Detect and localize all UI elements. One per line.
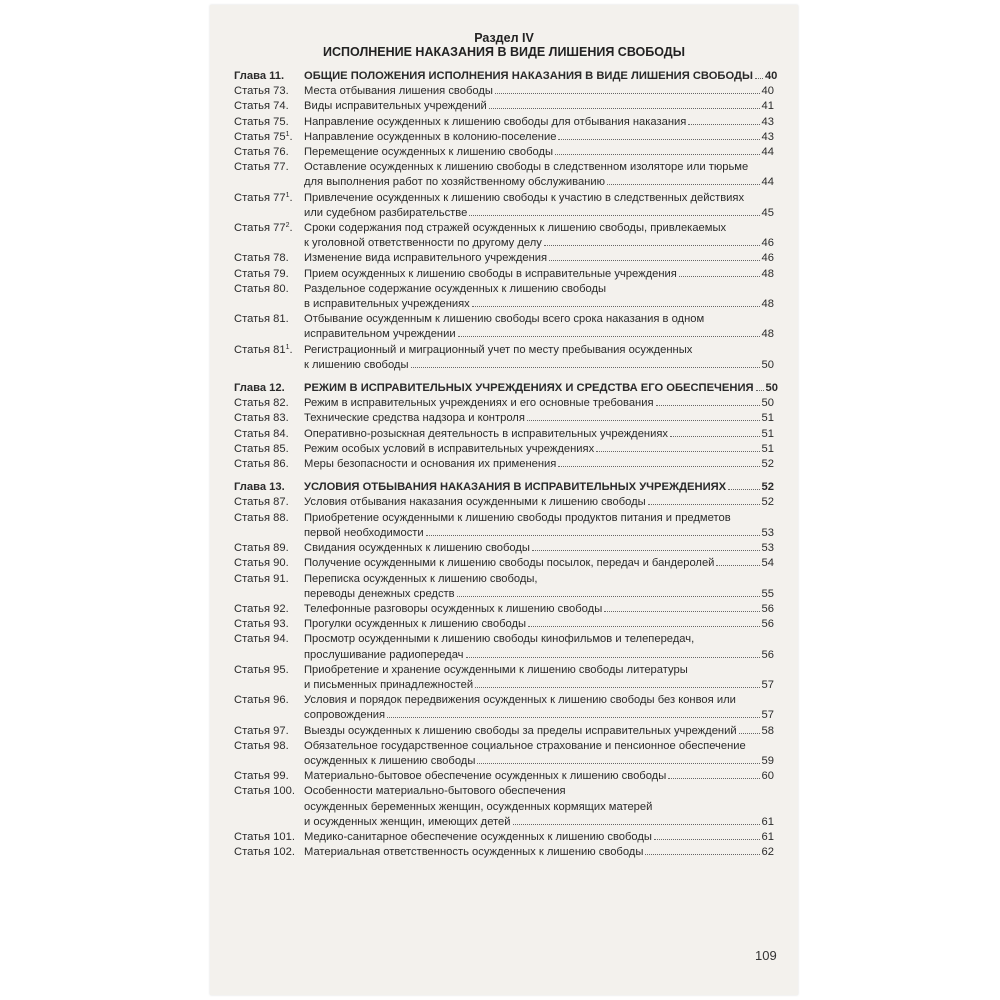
toc-article [234, 427, 774, 442]
toc-article [234, 617, 774, 632]
entry-page-number: 55 [761, 587, 774, 600]
toc-article [234, 602, 774, 617]
entry-page-number: 40 [761, 85, 774, 98]
entry-title-line: Направление осужденных в колонию-поселение [304, 130, 557, 143]
entry-title-line: Регистрационный и миграционный учет по месту пребывания осужденных [304, 343, 693, 356]
entry-title-line: Условия и порядок передвижения осужденных к лишению свободы без конвоя или [304, 694, 736, 707]
entry-title-line: сопровождения [304, 709, 386, 722]
dot-leader [648, 504, 760, 505]
dot-leader [527, 420, 760, 421]
entry-label: Статья 76. [234, 146, 289, 159]
entry-label: Статья 101. [234, 830, 295, 843]
dot-leader [645, 854, 759, 855]
dot-leader [596, 451, 759, 452]
dot-leader [604, 611, 759, 612]
entry-title-line: к лишению свободы [304, 358, 409, 371]
toc-article [234, 739, 774, 769]
toc-article [234, 511, 774, 541]
entry-title-line: Направление осужденных к лишению свободы для отбывания наказания [304, 115, 687, 128]
entry-page-number: 43 [761, 130, 774, 143]
toc-article [234, 130, 774, 145]
toc-article [234, 632, 774, 662]
dot-leader [654, 839, 760, 840]
dot-leader [756, 390, 764, 391]
dot-leader [716, 565, 759, 566]
dot-leader [558, 139, 759, 140]
section-title: ИСПОЛНЕНИЕ НАКАЗАНИЯ В ВИДЕ ЛИШЕНИЯ СВОБОДЫ [323, 45, 685, 59]
entry-label: Статья 85. [234, 442, 289, 455]
toc-article [234, 221, 774, 251]
dot-leader [466, 657, 760, 658]
section-heading [234, 31, 774, 59]
toc-article [234, 830, 774, 845]
toc-article [234, 115, 774, 130]
entry-title-line: и осужденных женщин, имеющих детей [304, 815, 511, 828]
entry-label: Статья 97. [234, 724, 289, 737]
entry-title-line: Особенности материально-бытового обеспечения [304, 785, 566, 798]
entry-page-number: 51 [761, 412, 774, 425]
entry-page-number: 53 [761, 542, 774, 555]
dot-leader [472, 306, 760, 307]
toc-article [234, 724, 774, 739]
entry-title-line: Отбывание осужденным к лишению свободы всего срока наказания в одном [304, 313, 705, 326]
entry-label: Глава 12. [234, 382, 285, 395]
toc-article [234, 663, 774, 693]
dot-leader [458, 336, 760, 337]
entry-title-line: Оперативно-розыскная деятельность в исправительных учреждениях [304, 427, 669, 440]
entry-page-number: 60 [761, 770, 774, 783]
entry-page-number: 58 [761, 724, 774, 737]
entry-page-number: 46 [761, 252, 774, 265]
entry-page-number: 57 [761, 709, 774, 722]
toc-article [234, 191, 774, 221]
entry-title-line: Изменение вида исправительного учреждения [304, 252, 548, 265]
entry-page-number: 53 [761, 526, 774, 539]
entry-label: Статья 74. [234, 100, 289, 113]
toc-article [234, 343, 774, 373]
entry-label-superscript: 1 [285, 191, 290, 199]
toc-article [234, 556, 774, 571]
entry-label: Статья 83. [234, 412, 289, 425]
dot-leader [387, 717, 759, 718]
toc-article [234, 267, 774, 282]
entry-label: Статья 82. [234, 397, 289, 410]
entry-title-line: первой необходимости [304, 526, 424, 539]
entry-title-line: Свидания осужденных к лишению свободы [304, 542, 530, 555]
entry-label: Статья 99. [234, 770, 289, 783]
entry-label: Статья 96. [234, 694, 289, 707]
dot-leader [668, 778, 759, 779]
entry-title-line: Переписка осужденных к лишению свободы, [304, 572, 538, 585]
entry-title-line: Телефонные разговоры осужденных к лишению свободы [304, 602, 603, 615]
entry-page-number: 56 [761, 602, 774, 615]
entry-page-number: 48 [761, 328, 774, 341]
entry-title-line: к уголовной ответственности по другому делу [304, 237, 542, 250]
dot-leader [558, 466, 759, 467]
entry-label: Статья 81. [234, 313, 289, 326]
entry-title-line: Материально-бытовое обеспечение осужденных к лишению свободы [304, 770, 667, 783]
entry-title-line: РЕЖИМ В ИСПРАВИТЕЛЬНЫХ УЧРЕЖДЕНИЯХ И СРЕДСТВА ЕГО ОБЕСПЕЧЕНИЯ [304, 382, 754, 395]
toc-article [234, 784, 774, 830]
entry-page-number: 59 [761, 754, 774, 767]
toc-article [234, 84, 774, 99]
dot-leader [469, 215, 759, 216]
toc-article [234, 145, 774, 160]
entry-label: Статья 73. [234, 85, 289, 98]
entry-page-number: 44 [761, 146, 774, 159]
entry-page-number: 46 [761, 237, 774, 250]
entry-title-line: Выезды осужденных к лишению свободы за пределы исправительных учреждений [304, 724, 737, 737]
entry-label: Статья 75. [234, 115, 289, 128]
entry-label: Статья 102. [234, 846, 295, 859]
entry-title-line: Прогулки осужденных к лишению свободы [304, 618, 527, 631]
dot-leader [555, 154, 760, 155]
dot-leader [607, 184, 760, 185]
entry-title-line: прослушивание радиопередач [304, 648, 464, 661]
dot-leader [755, 78, 763, 79]
entry-label: Глава 11. [234, 70, 285, 82]
entry-page-number: 44 [761, 176, 774, 189]
entry-page-number: 62 [761, 846, 774, 859]
entry-page-number: 50 [765, 382, 778, 395]
entry-title-line: Раздельное содержание осужденных к лишению свободы [304, 282, 607, 295]
dot-leader [670, 436, 760, 437]
entry-title-line: Привлечение осужденных к лишению свободы к участию в следственных действиях [304, 191, 745, 204]
entry-page-number: 61 [761, 830, 774, 843]
entry-label: Статья 90. [234, 557, 289, 570]
toc-article [234, 769, 774, 784]
entry-page-number: 51 [761, 442, 774, 455]
dot-leader [532, 550, 760, 551]
entry-page-number: 52 [761, 458, 774, 471]
entry-label: Статья 88. [234, 511, 289, 524]
entry-title-line: Оставление осужденных к лишению свободы в следственном изоляторе или тюрьме [304, 161, 749, 174]
entry-title-line: УСЛОВИЯ ОТБЫВАНИЯ НАКАЗАНИЯ В ИСПРАВИТЕЛЬНЫХ УЧРЕЖДЕНИЯХ [304, 481, 727, 494]
entry-title-line: Приобретение и хранение осужденными к лишению свободы литературы [304, 663, 688, 676]
entry-label: Статья 78. [234, 252, 289, 265]
dot-leader [489, 108, 760, 109]
entry-label: Статья 80. [234, 282, 289, 295]
entry-label: Статья 77. [234, 161, 289, 174]
toc-content [234, 31, 778, 860]
toc-article [234, 845, 774, 860]
toc-article [234, 312, 774, 342]
entry-title-line: Получение осужденными к лишению свободы посылок, передач и бандеролей [304, 557, 715, 570]
entry-title-line: Приобретение осужденными к лишению свободы продуктов питания и предметов [304, 511, 731, 524]
entry-page-number: 57 [761, 678, 774, 691]
entry-title-line: Просмотр осужденными к лишению свободы кинофильмов и телепередач, [304, 633, 695, 646]
toc-article [234, 282, 774, 312]
entry-label: Статья 84. [234, 427, 289, 440]
toc-article [234, 541, 774, 556]
dot-leader [495, 93, 760, 94]
entry-label: Статья 91. [234, 572, 289, 585]
entry-label: Статья 89. [234, 542, 289, 555]
dot-leader [528, 626, 759, 627]
entry-label: Статья 94. [234, 633, 289, 646]
entry-label: Статья 100. [234, 785, 295, 798]
book-page [210, 5, 798, 995]
entry-title-line: в исправительных учреждениях [304, 298, 470, 311]
entry-title-line: Сроки содержания под стражей осужденных к лишению свободы, привлекаемых [304, 222, 727, 235]
dot-leader [656, 405, 760, 406]
toc-article [234, 457, 774, 472]
table-of-contents [234, 69, 778, 860]
entry-page-number: 56 [761, 618, 774, 631]
entry-title-line: Меры безопасности и основания их применения [304, 458, 557, 471]
toc-article [234, 396, 774, 411]
dot-leader [728, 489, 759, 490]
entry-page-number: 41 [761, 100, 774, 113]
entry-label: Статья 86. [234, 458, 289, 471]
entry-title-line: Обязательное государственное социальное страхование и пенсионное обеспечение [304, 739, 746, 752]
entry-page-number: 51 [761, 427, 774, 440]
entry-title-line: осужденных беременных женщин, осужденных кормящих матерей [304, 800, 653, 813]
entry-page-number: 61 [761, 815, 774, 828]
dot-leader [457, 596, 760, 597]
entry-page-number: 50 [761, 358, 774, 371]
entry-title-line: Режим особых условий в исправительных учреждениях [304, 442, 595, 455]
entry-title-line: переводы денежных средств [304, 587, 455, 600]
entry-label: Глава 13. [234, 481, 285, 494]
toc-article [234, 99, 774, 114]
entry-title-line: Режим в исправительных учреждениях и его основные требования [304, 397, 654, 410]
entry-label: Статья $77^2$. [234, 222, 293, 235]
dot-leader [688, 124, 759, 125]
toc-article [234, 251, 774, 266]
entry-label: Статья 93. [234, 618, 289, 631]
toc-chapter [234, 381, 778, 396]
toc-article [234, 442, 774, 457]
entry-label: Статья $77^1$. [234, 191, 293, 204]
entry-title-line: Прием осужденных к лишению свободы в исправительные учреждения [304, 267, 677, 280]
toc-article [234, 572, 774, 602]
entry-title-line: Технические средства надзора и контроля [304, 412, 525, 425]
toc-article [234, 495, 774, 510]
toc-article [234, 693, 774, 723]
entry-title-line: ОБЩИЕ ПОЛОЖЕНИЯ ИСПОЛНЕНИЯ НАКАЗАНИЯ В ВИДЕ ЛИШЕНИЯ СВОБОДЫ [304, 70, 753, 82]
entry-title-line: осужденных к лишению свободы [304, 754, 476, 767]
entry-page-number: 48 [761, 298, 774, 311]
entry-page-number: 54 [761, 557, 774, 570]
entry-title-line: Виды исправительных учреждений [304, 100, 487, 113]
entry-title-line: Материальная ответственность осужденных к лишению свободы [304, 846, 644, 859]
entry-page-number: 40 [764, 70, 778, 82]
page-number: 109 [755, 948, 777, 963]
entry-page-number: 52 [761, 496, 774, 509]
toc-chapter [234, 69, 778, 84]
entry-page-number: 56 [761, 648, 774, 661]
dot-leader [679, 276, 760, 277]
entry-label: Статья 98. [234, 739, 289, 752]
toc-article [234, 160, 774, 190]
entry-title-line: и письменных принадлежностей [304, 678, 474, 691]
entry-label: Статья 95. [234, 663, 289, 676]
entry-page-number: 43 [761, 115, 774, 128]
entry-title-line: для выполнения работ по хозяйственному обслуживанию [304, 176, 606, 189]
dot-leader [411, 367, 760, 368]
entry-title-line: Перемещение осужденных к лишению свободы [304, 146, 554, 159]
dot-leader [477, 763, 759, 764]
entry-page-number: 52 [761, 481, 774, 494]
dot-leader [513, 824, 760, 825]
entry-title-line: исправительном учреждении [304, 328, 456, 341]
dot-leader [475, 687, 759, 688]
entry-page-number: 45 [761, 206, 774, 219]
entry-title-line: Условия отбывания наказания осужденными к лишению свободы [304, 496, 646, 509]
toc-article [234, 411, 774, 426]
entry-label-superscript: 2 [285, 222, 290, 230]
entry-label: Статья 92. [234, 602, 289, 615]
dot-leader [426, 535, 760, 536]
entry-label: Статья 79. [234, 267, 289, 280]
dot-leader [549, 260, 759, 261]
entry-label-superscript: 1 [285, 130, 290, 138]
entry-label: Статья 87. [234, 496, 289, 509]
dot-leader [739, 733, 760, 734]
entry-page-number: 50 [761, 397, 774, 410]
entry-label-superscript: 1 [285, 343, 290, 351]
entry-label: Статья $75^1$. [234, 130, 293, 143]
dot-leader [544, 245, 760, 246]
entry-title-line: Медико-санитарное обеспечение осужденных к лишению свободы [304, 830, 652, 843]
entry-page-number: 48 [761, 267, 774, 280]
entry-title-line: Места отбывания лишения свободы [304, 85, 493, 98]
entry-title-line: или судебном разбирательстве [304, 206, 468, 219]
section-number: Раздел IV [474, 31, 534, 45]
toc-chapter [234, 480, 774, 495]
entry-label: Статья $81^1$. [234, 343, 293, 356]
